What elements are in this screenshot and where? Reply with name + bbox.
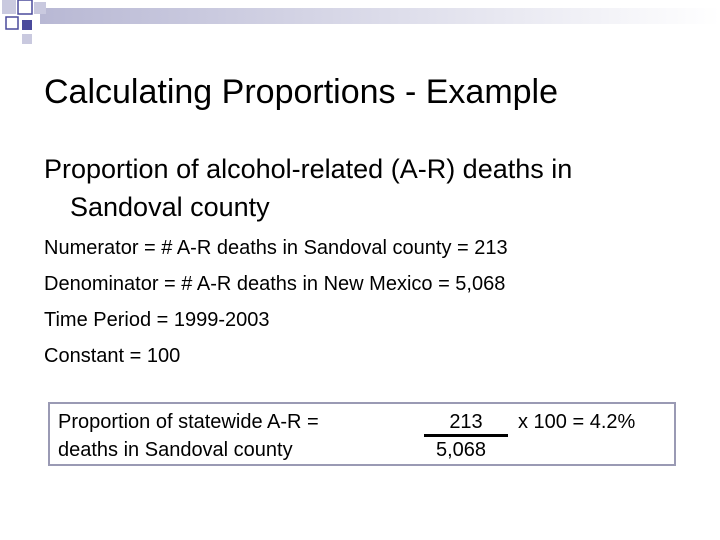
formula-denominator: 5,068 xyxy=(436,439,487,461)
formula-label-line-1: Proportion of statewide A-R = xyxy=(58,411,319,433)
fact-denominator: Denominator = # A-R deaths in New Mexico = 5,068 xyxy=(44,273,506,295)
subtitle-line-2: Sandoval county xyxy=(70,192,270,222)
decor-square xyxy=(6,17,18,29)
decor-square xyxy=(18,0,32,14)
header-decoration xyxy=(0,0,720,50)
formula-label-line-2: deaths in Sandoval county xyxy=(58,439,293,461)
slide-subtitle xyxy=(44,150,684,226)
subtitle-line-1: Proportion of alcohol-related (A-R) deaths in xyxy=(44,154,573,184)
decor-square xyxy=(22,20,32,30)
facts-list xyxy=(44,230,508,374)
decor-square xyxy=(34,2,46,14)
decor-square xyxy=(22,34,32,44)
slide-title: Calculating Proportions - Example xyxy=(44,73,559,111)
formula-box xyxy=(48,402,676,466)
formula-numerator: 213 xyxy=(424,411,508,437)
fact-time-period: Time Period = 1999-2003 xyxy=(44,309,270,331)
formula-result: x 100 = 4.2% xyxy=(518,411,636,433)
decor-band xyxy=(40,8,720,24)
fact-numerator: Numerator = # A-R deaths in Sandoval county = 213 xyxy=(44,237,508,259)
fact-constant: Constant = 100 xyxy=(44,345,181,367)
decor-square xyxy=(2,0,16,14)
